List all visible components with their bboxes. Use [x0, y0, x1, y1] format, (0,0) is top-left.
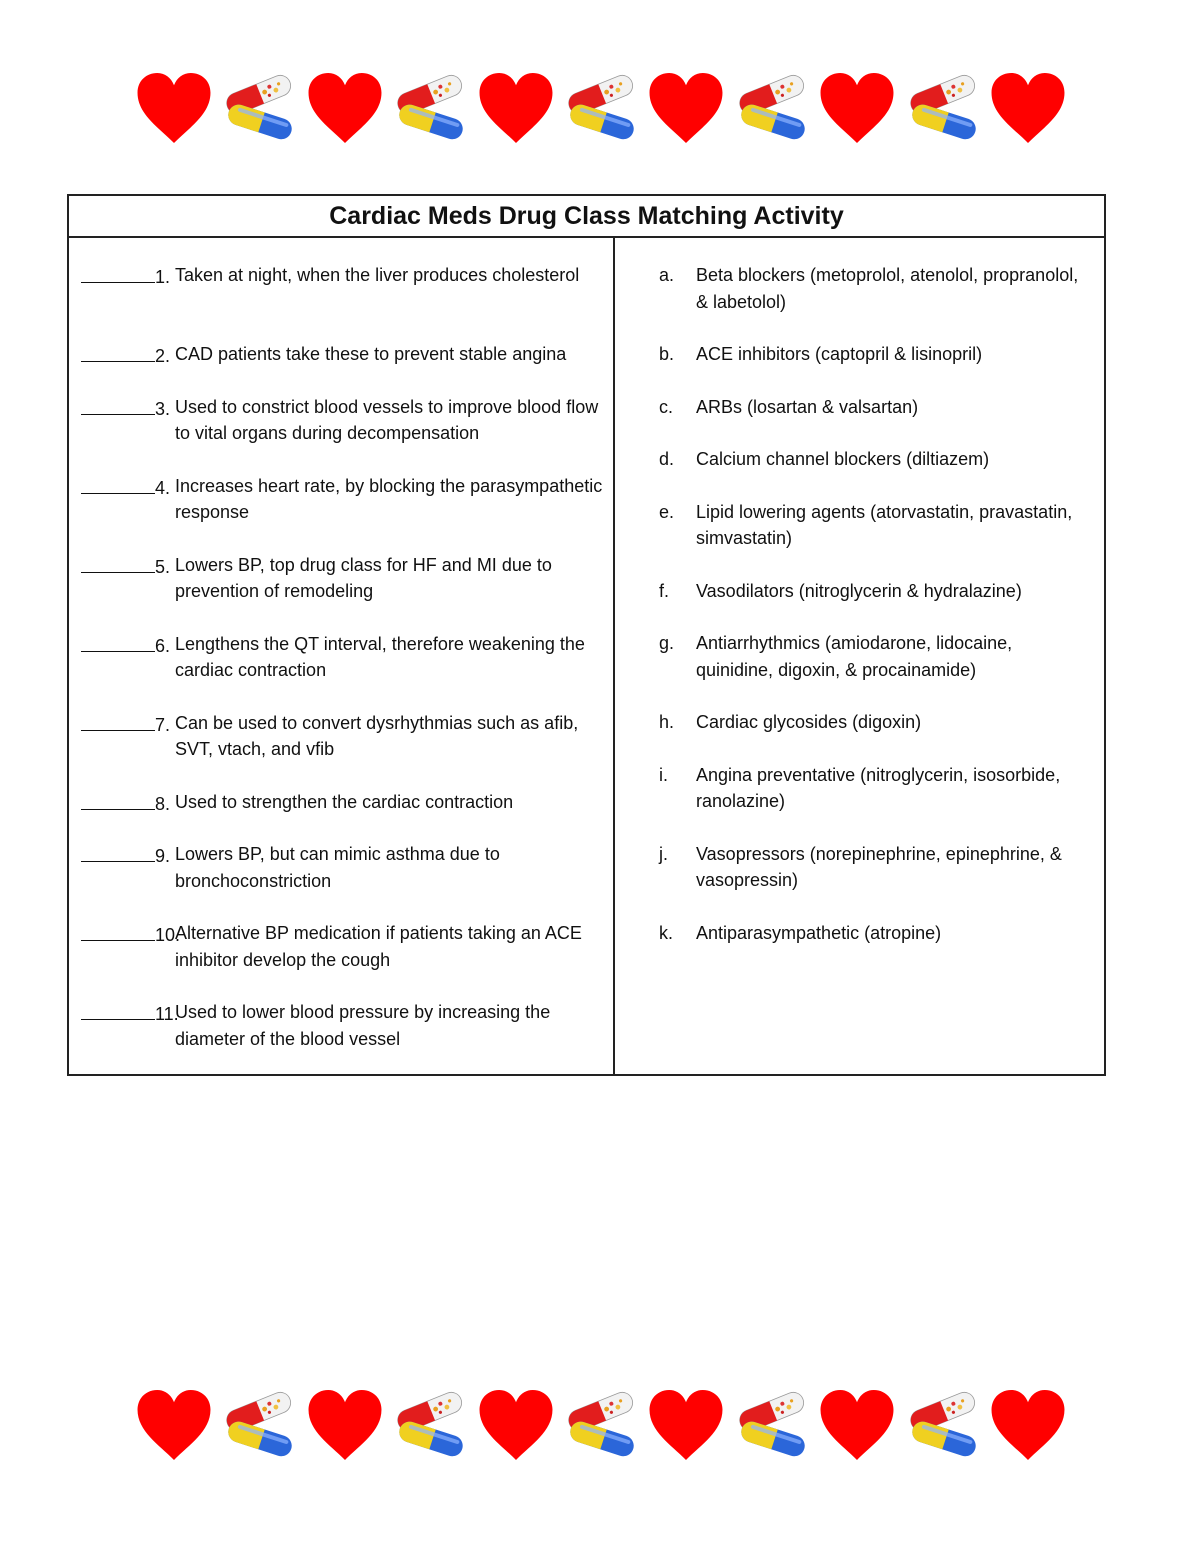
question-item: 8. Used to strengthen the cardiac contraction	[81, 789, 605, 816]
heart-icon	[990, 71, 1066, 145]
questions-column	[69, 238, 615, 1074]
question-item: 3. Used to constrict blood vessels to improve blood flow to vital organs during decompensation	[81, 394, 605, 447]
answer-option: d. Calcium channel blockers (diltiazem)	[659, 449, 990, 469]
answer-option: k. Antiparasympathetic (atropine)	[659, 922, 942, 943]
answer-blank[interactable]	[81, 710, 155, 731]
pills-icon	[561, 71, 641, 145]
question-item: 6. Lengthens the QT interval, therefore weakening the cardiac contraction	[81, 631, 605, 684]
matching-table	[67, 194, 1106, 1076]
answer-option: a. Beta blockers (metoprolol, atenolol, propranolol, & labetolol)	[659, 265, 1079, 312]
heart-icon	[136, 1388, 212, 1462]
heart-icon	[478, 1388, 554, 1462]
heart-icon	[648, 1388, 724, 1462]
pills-icon	[903, 1388, 983, 1462]
bottom-decorative-border	[136, 1385, 1066, 1465]
answer-blank[interactable]	[81, 341, 155, 362]
heart-icon	[478, 71, 554, 145]
answer-blank[interactable]	[81, 473, 155, 494]
heart-icon	[648, 71, 724, 145]
pills-icon	[219, 1388, 299, 1462]
answer-blank[interactable]	[81, 631, 155, 652]
question-item: 5. Lowers BP, top drug class for HF and MI due to prevention of remodeling	[81, 552, 605, 605]
answer-option: b. ACE inhibitors (captopril & lisinopril)	[659, 344, 983, 364]
page-title: Cardiac Meds Drug Class Matching Activity	[69, 196, 1104, 238]
heart-icon	[136, 71, 212, 145]
answers-column	[615, 238, 1104, 1074]
top-decorative-border	[136, 68, 1066, 148]
question-item: 4. Increases heart rate, by blocking the parasympathetic response	[81, 473, 605, 526]
answer-blank[interactable]	[81, 841, 155, 862]
answer-option: h. Cardiac glycosides (digoxin)	[659, 712, 922, 732]
answer-option: j. Vasopressors (norepinephrine, epinephrine, & vasopressin)	[659, 843, 1062, 890]
pills-icon	[219, 71, 299, 145]
answer-blank[interactable]	[81, 999, 155, 1020]
answer-blank[interactable]	[81, 552, 155, 573]
heart-icon	[307, 71, 383, 145]
pills-icon	[390, 71, 470, 145]
answer-blank[interactable]	[81, 920, 155, 941]
answer-blank[interactable]	[81, 262, 155, 283]
answer-option: g. Antiarrhythmics (amiodarone, lidocaine, quinidine, digoxin, & procainamide)	[659, 633, 1013, 680]
answer-option: i. Angina preventative (nitroglycerin, isosorbide, ranolazine)	[659, 764, 1061, 811]
answer-option: f. Vasodilators (nitroglycerin & hydralazine)	[659, 580, 1022, 601]
question-item: 9. Lowers BP, but can mimic asthma due to bronchoconstriction	[81, 841, 605, 894]
question-item: 7. Can be used to convert dysrhythmias such as afib, SVT, vtach, and vfib	[81, 710, 605, 763]
question-item: 1. Taken at night, when the liver produces cholesterol	[81, 262, 605, 315]
question-item: 10. Alternative BP medication if patients taking an ACE inhibitor develop the cough	[81, 920, 605, 973]
pills-icon	[903, 71, 983, 145]
answer-blank[interactable]	[81, 394, 155, 415]
pills-icon	[390, 1388, 470, 1462]
question-item: 2. CAD patients take these to prevent stable angina	[81, 341, 605, 368]
heart-icon	[819, 1388, 895, 1462]
heart-icon	[819, 71, 895, 145]
heart-icon	[990, 1388, 1066, 1462]
answer-option: e. Lipid lowering agents (atorvastatin, pravastatin, simvastatin)	[659, 501, 1073, 548]
answer-blank[interactable]	[81, 789, 155, 810]
pills-icon	[561, 1388, 641, 1462]
pills-icon	[732, 1388, 812, 1462]
heart-icon	[307, 1388, 383, 1462]
pills-icon	[732, 71, 812, 145]
answer-option: c. ARBs (losartan & valsartan)	[659, 396, 919, 417]
question-item: 11. Used to lower blood pressure by increasing the diameter of the blood vessel	[81, 999, 605, 1052]
